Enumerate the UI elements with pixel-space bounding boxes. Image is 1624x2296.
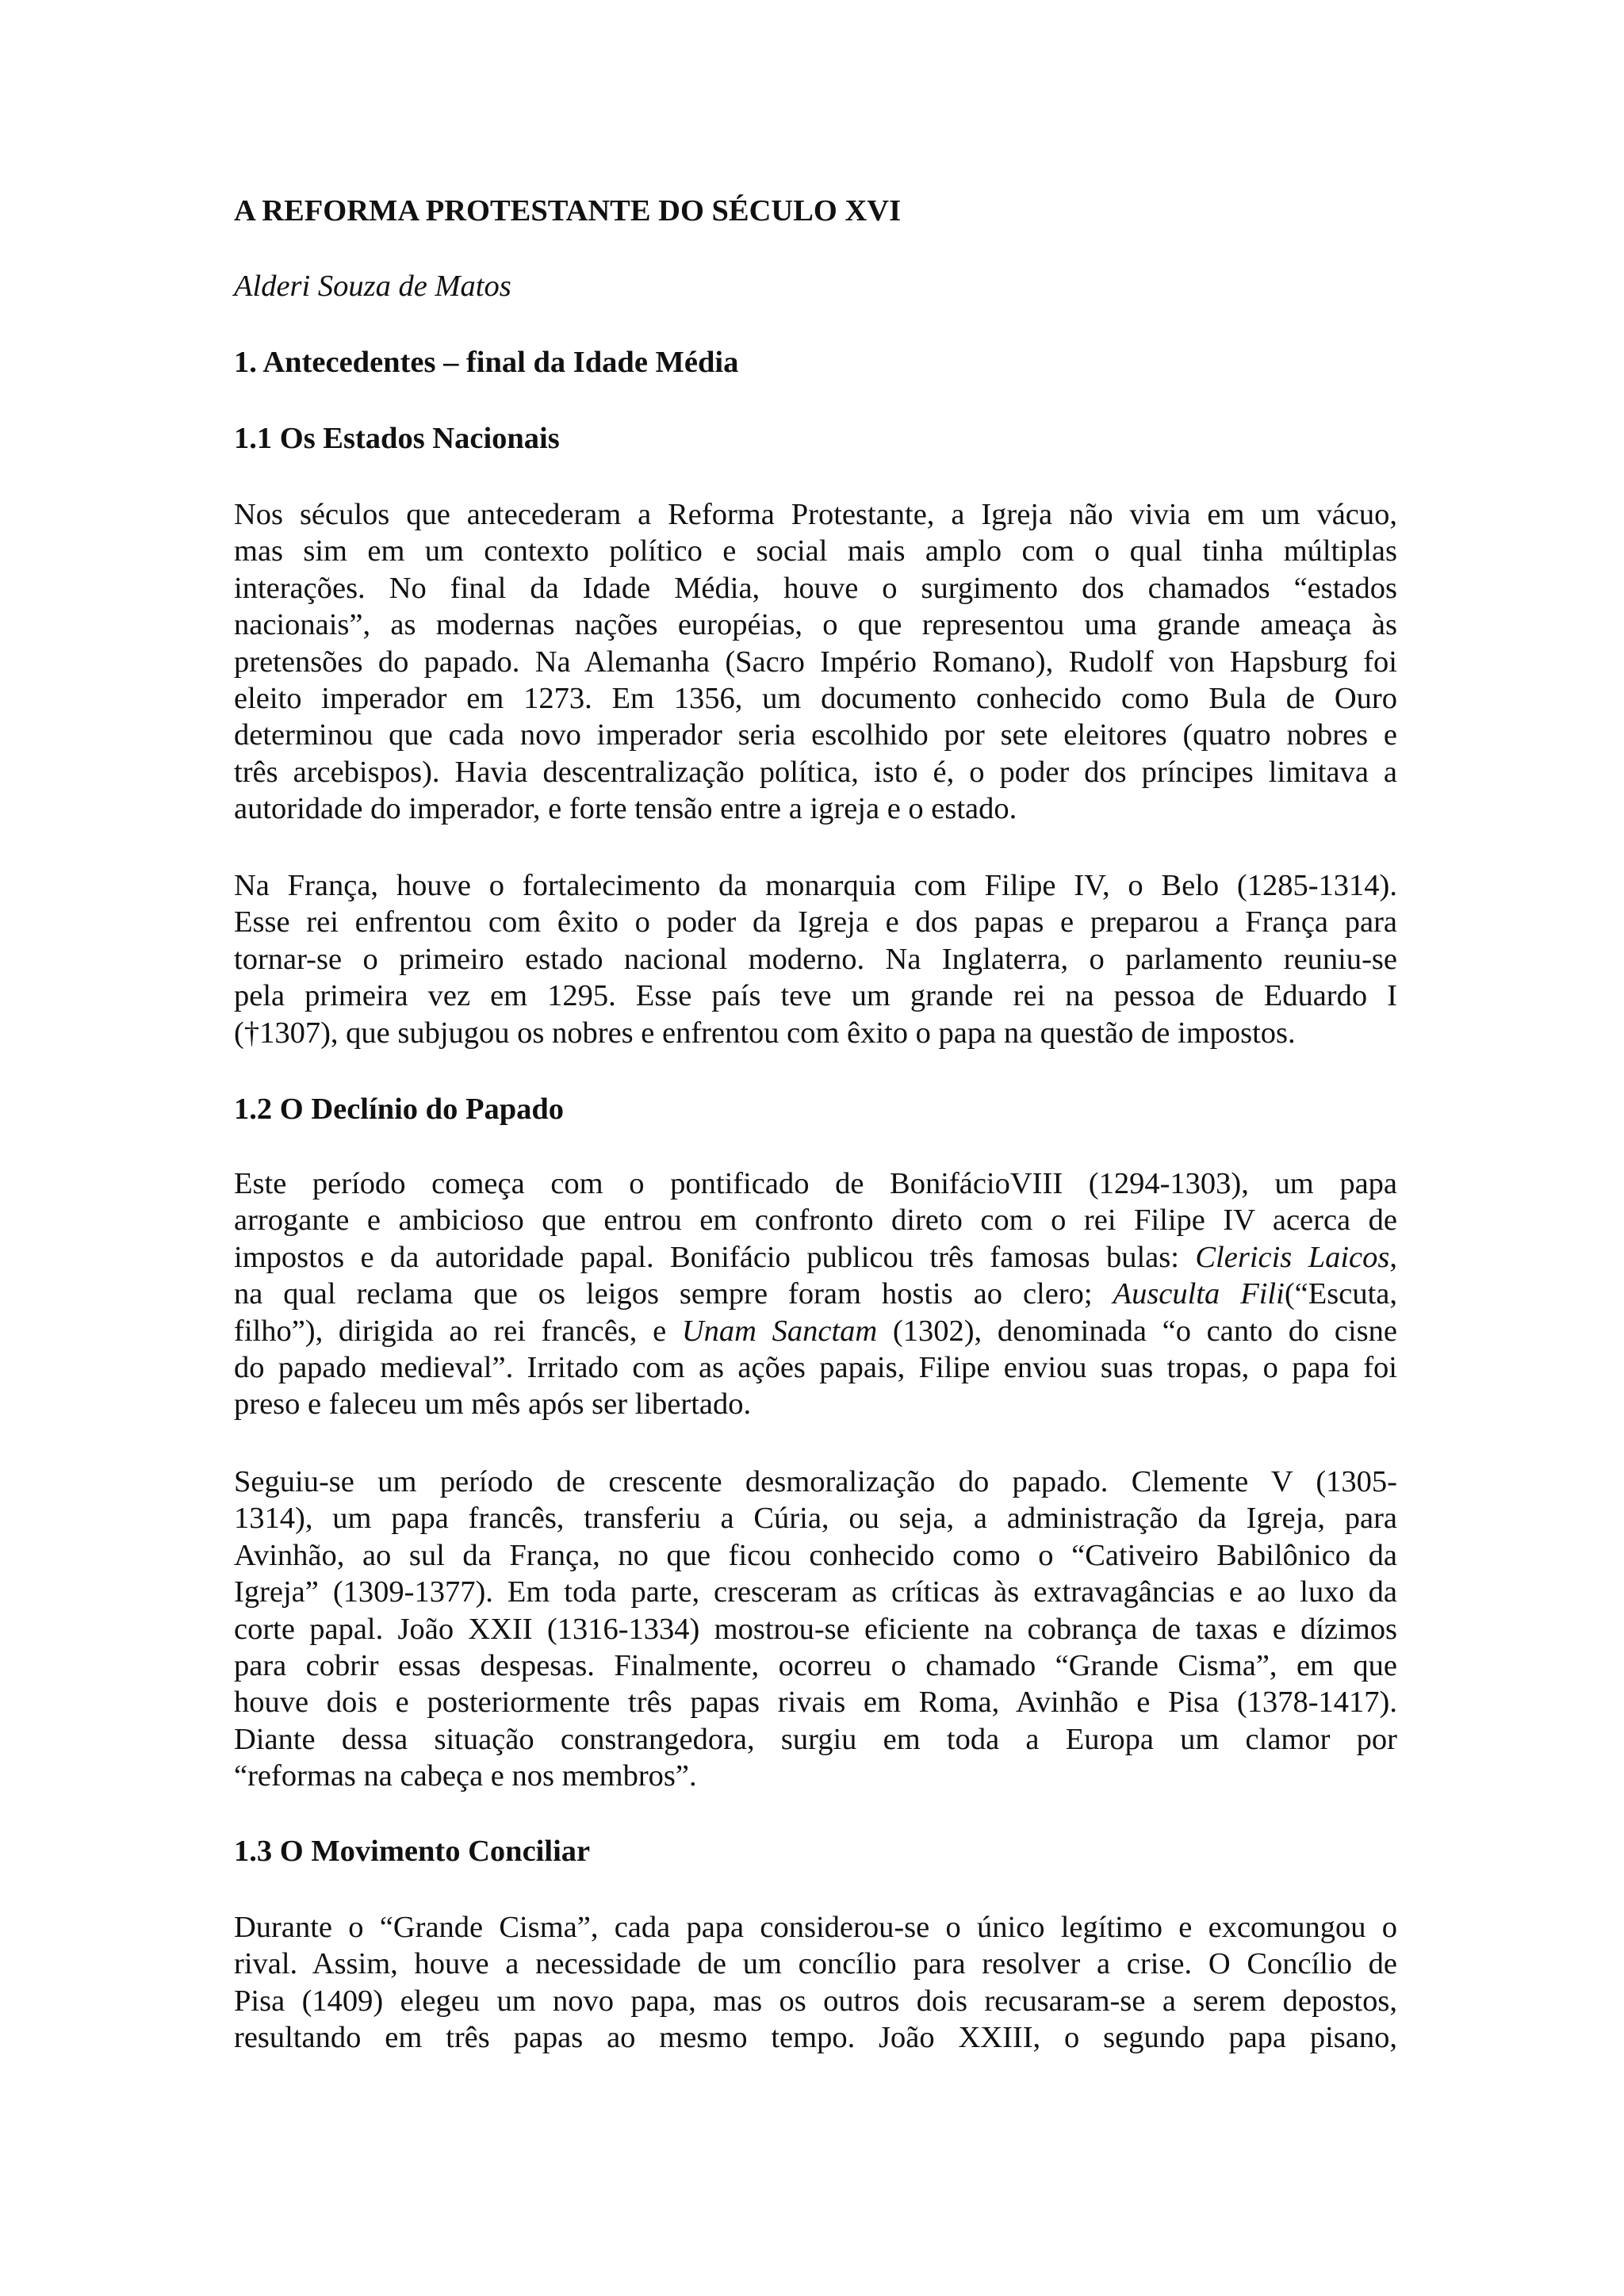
text-line: três arcebispos). Havia descentralização política, isto é, o poder dos príncipes limitava a (234, 755, 1397, 789)
document-title: A REFORMA PROTESTANTE DO SÉCULO XVI (234, 194, 902, 228)
paragraph-franca-inglaterra (234, 867, 1397, 1051)
text-line: tornar-se o primeiro estado nacional moderno. Na Inglaterra, o parlamento reuniu-se (234, 942, 1397, 976)
bull-name-ausculta-fili: Ausculta Fili (1113, 1277, 1285, 1311)
text-line: mas sim em um contexto político e social mais amplo com o qual tinha múltiplas (234, 534, 1397, 568)
text-line: corte papal. João XXII (1316-1334) mostrou-se eficiente na cobrança de taxas e dízimos (234, 1612, 1397, 1646)
text-line: resultando em três papas ao mesmo tempo. João XXIII, o segundo papa pisano, (234, 2021, 1397, 2055)
subsection-heading-1-3: 1.3 O Movimento Conciliar (234, 1835, 591, 1868)
subsection-heading-1-1: 1.1 Os Estados Nacionais (234, 422, 560, 455)
paragraph-bonifacio (234, 1165, 1397, 1423)
text-run: (“Escuta, (1284, 1277, 1397, 1311)
text-line: Nos séculos que antecederam a Reforma Protestante, a Igreja não vivia em um vácuo, (234, 498, 1397, 531)
text-run: filho”), dirigida ao rei francês, e (234, 1314, 682, 1348)
paragraph-desmoralizacao (234, 1464, 1397, 1795)
text-line: preso e faleceu um mês após ser libertado. (234, 1387, 752, 1422)
bull-name-clericis-laicos: Clericis Laicos (1195, 1240, 1390, 1274)
text-line: Seguiu-se um período de crescente desmoralização do papado. Clemente V (1305- (234, 1465, 1397, 1498)
text-line: Esse rei enfrentou com êxito o poder da Igreja e dos papas e preparou a França para (234, 905, 1397, 939)
text-run: na qual reclama que os leigos sempre foram hostis ao clero; (234, 1277, 1113, 1311)
text-line: eleito imperador em 1273. Em 1356, um documento conhecido como Bula de Ouro (234, 682, 1397, 716)
text-line: pretensões do papado. Na Alemanha (Sacro Império Romano), Rudolf von Hapsburg foi (234, 645, 1397, 679)
text-line: interações. No final da Idade Média, houve o surgimento dos chamados “estados (234, 571, 1397, 605)
document-page (234, 0, 1397, 2296)
text-line: do papado medieval”. Irritado com as ações papais, Filipe enviou suas tropas, o papa foi (234, 1351, 1397, 1385)
text-line: Diante dessa situação constrangedora, surgiu em toda a Europa um clamor por (234, 1722, 1397, 1756)
text-line: pela primeira vez em 1295. Esse país teve um grande rei na pessoa de Eduardo I (234, 979, 1397, 1013)
text-line (234, 1239, 1397, 1276)
text-line: Na França, houve o fortalecimento da monarquia com Filipe IV, o Belo (1285-1314). (234, 869, 1397, 902)
text-line: “reformas na cabeça e nos membros”. (234, 1759, 697, 1793)
text-line: Igreja” (1309-1377). Em toda parte, cresceram as críticas às extravagâncias e ao luxo da (234, 1575, 1397, 1609)
section-heading-1: 1. Antecedentes – final da Idade Média (234, 346, 739, 379)
text-line: autoridade do imperador, e forte tensão entre a igreja e o estado. (234, 792, 1017, 826)
text-line: para cobrir essas despesas. Finalmente, ocorreu o chamado “Grande Cisma”, em que (234, 1649, 1397, 1683)
bull-name-unam-sanctam: Unam Sanctam (681, 1314, 878, 1348)
text-line: (†1307), que subjugou os nobres e enfrentou com êxito o papa na questão de impostos. (234, 1016, 1296, 1050)
paragraph-grande-cisma (234, 1909, 1397, 2057)
text-line: 1314), um papa francês, transferiu a Cúria, ou seja, a administração da Igreja, para (234, 1502, 1397, 1536)
text-line: Pisa (1409) elegeu um novo papa, mas os outros dois recusaram-se a serem depostos, (234, 1984, 1397, 2018)
text-line: determinou que cada novo imperador seria escolhido por sete eleitores (quatro nobres e (234, 718, 1397, 752)
text-line: Este período começa com o pontificado de BonifácioVIII (1294-1303), um papa (234, 1167, 1397, 1200)
subsection-heading-1-2: 1.2 O Declínio do Papado (234, 1093, 565, 1126)
text-run: impostos e da autoridade papal. Bonifácio publicou três famosas bulas: (234, 1240, 1196, 1274)
text-line (234, 1313, 1397, 1349)
text-line (234, 1276, 1397, 1312)
text-line: Avinhão, ao sul da França, no que ficou conhecido como o “Cativeiro Babilônico da (234, 1538, 1397, 1572)
text-line: rival. Assim, houve a necessidade de um concílio para resolver a crise. O Concílio de (234, 1947, 1397, 1981)
paragraph-estados-nacionais (234, 496, 1397, 828)
text-line: arrogante e ambicioso que entrou em confronto direto com o rei Filipe IV acerca de (234, 1203, 1397, 1238)
document-author: Alderi Souza de Matos (234, 270, 511, 303)
text-run: (1302), denominada “o canto do cisne (877, 1314, 1397, 1348)
text-line: houve dois e posteriormente três papas rivais em Roma, Avinhão e Pisa (1378-1417). (234, 1686, 1397, 1720)
text-line: Durante o “Grande Cisma”, cada papa considerou-se o único legítimo e excomungou o (234, 1911, 1397, 1944)
text-run: , (1389, 1240, 1398, 1274)
text-line: nacionais”, as modernas nações européias, o que representou uma grande ameaça às (234, 608, 1397, 642)
